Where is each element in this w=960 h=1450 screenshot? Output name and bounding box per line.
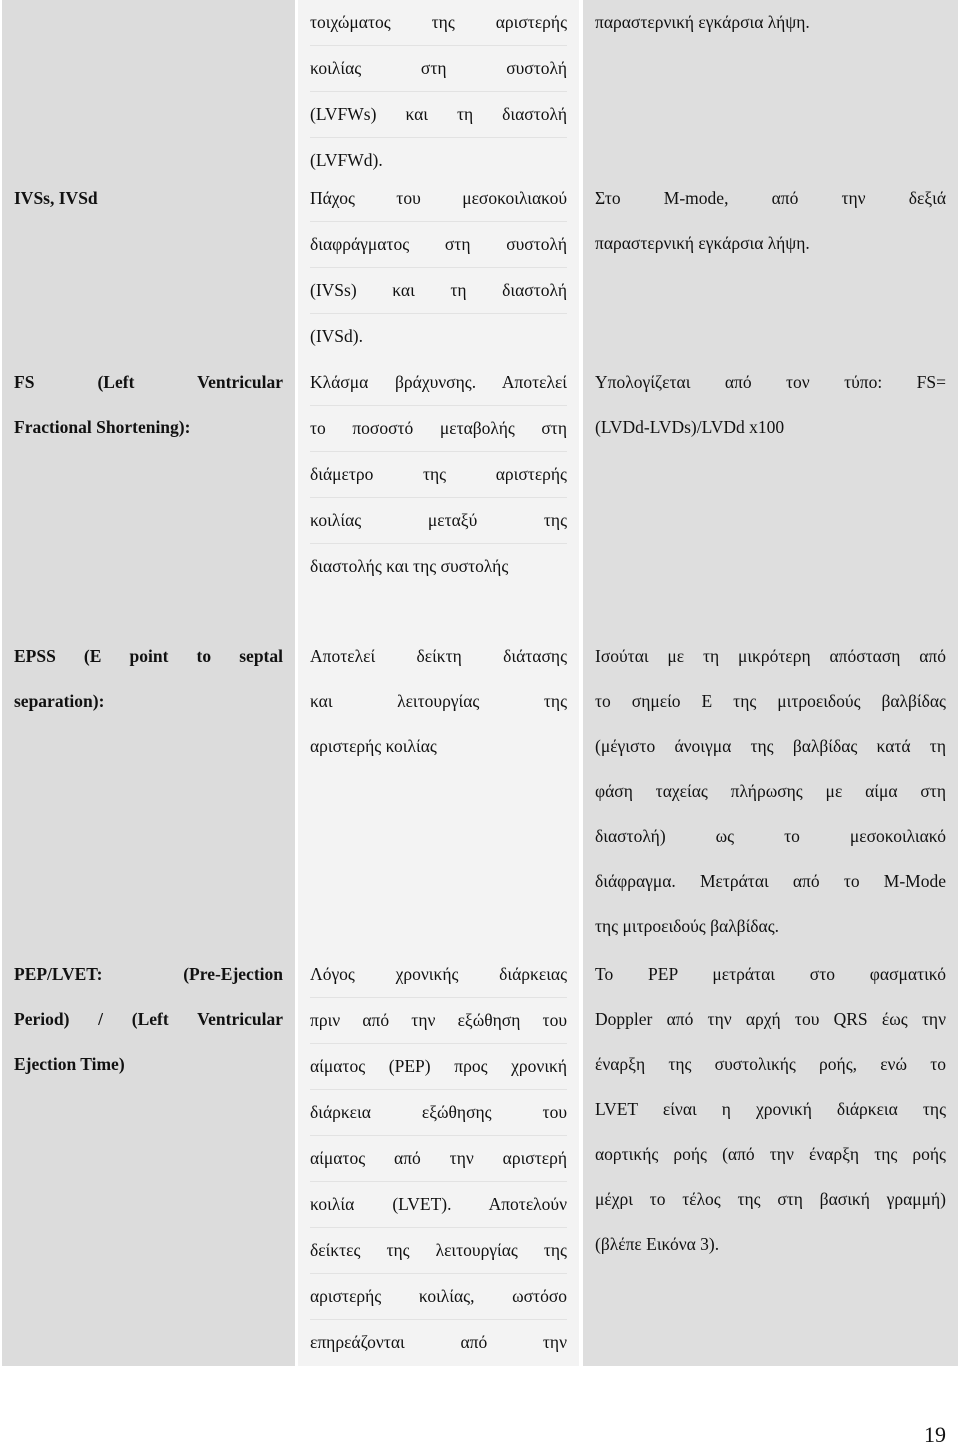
definition-line: αριστερής κοιλίας, ωστόσο [310,1274,567,1320]
definition-cell [298,360,579,636]
definition-line: Κλάσμα βράχυνσης. Αποτελεί [310,360,567,406]
definition-line: κοιλίας στη συστολή [310,46,567,92]
term-line: EPSS (E point to septal [14,646,283,666]
definition-line: διαστολής και της συστολής [310,556,509,576]
definition-line: διαφράγματος στη συστολή [310,222,567,268]
definition-line: το ποσοστό μεταβολής στη [310,406,567,452]
definition-line: διάμετρο της αριστερής [310,452,567,498]
definition-line: αριστερής κοιλίας [310,736,437,756]
definition-line: διάρκεια εξώθησης του [310,1090,567,1136]
method-cell [583,952,958,1366]
method-line: αορτικής ροής (από την έναρξη της ροής [595,1144,946,1164]
term-line: Period) / (Left Ventricular [14,1009,283,1029]
definition-line: (LVFWs) και τη διαστολή [310,92,567,138]
definition-line: αίματος από την αριστερή [310,1136,567,1182]
term-line: IVSs, IVSd [14,188,98,208]
method-line: Στο M-mode, από την δεξιά [595,188,946,208]
page-number: 19 [924,1422,946,1447]
method-line: παραστερνική εγκάρσια λήψη. [595,233,810,253]
method-line: παραστερνική εγκάρσια λήψη. [595,12,810,32]
term-cell [2,952,295,1366]
definition-cell [298,0,579,180]
definition-line: (IVSs) και τη διαστολή [310,268,567,314]
method-line: έναρξη της συστολικής ροής, ενώ το [595,1054,946,1074]
definition-line: τοιχώματος της αριστερής [310,0,567,46]
method-line: Doppler από την αρχή του QRS έως την [595,1009,946,1029]
method-line: (μέγιστο άνοιγμα της βαλβίδας κατά τη [595,736,946,756]
term-line: Ejection Time) [14,1054,125,1074]
definition-line: Λόγος χρονικής διάρκειας [310,952,567,998]
definition-line: κοιλία (LVET). Αποτελούν [310,1182,567,1228]
term-line: PEP/LVET: (Pre-Ejection [14,964,283,984]
method-line: φάση ταχείας πλήρωσης με αίμα στη [595,781,946,801]
definition-cell [298,952,579,1366]
definition-cell [298,176,579,362]
method-line: το σημείο Ε της μιτροειδούς βαλβίδας [595,691,946,711]
definition-line: (LVFWd). [310,150,383,170]
method-line: (LVDd-LVDs)/LVDd x100 [595,417,785,437]
method-line: Το PEP μετράται στο φασματικό [595,964,946,984]
table-row [0,176,960,362]
method-line: διάφραγμα. Μετράται από το M-Mode [595,871,946,891]
definition-line: και λειτουργίας της [310,691,567,711]
definition-line: (IVSd). [310,326,363,346]
definition-line: αίματος (PEP) προς χρονική [310,1044,567,1090]
method-cell [583,360,958,636]
method-line: μέχρι το τέλος της στη βασική γραμμή) [595,1189,946,1209]
table-row [0,0,960,180]
definition-line: Πάχος του μεσοκοιλιακού [310,176,567,222]
term-line: separation): [14,691,105,711]
term-cell [2,0,295,180]
table-row [0,360,960,636]
method-line: (βλέπε Εικόνα 3). [595,1234,720,1254]
method-cell [583,0,958,180]
definition-line: Αποτελεί δείκτη διάτασης [310,646,567,666]
method-line: LVET είναι η χρονική διάρκεια της [595,1099,946,1119]
term-line: Fractional Shortening): [14,417,191,437]
method-line: Υπολογίζεται από τον τύπο: FS= [595,372,946,392]
definition-line: πριν από την εξώθηση του [310,998,567,1044]
table-row [0,634,960,955]
method-cell [583,176,958,362]
method-cell [583,634,958,955]
method-line: διαστολή) ως το μεσοκοιλιακό [595,826,946,846]
term-line: FS (Left Ventricular [14,372,283,392]
method-line: Ισούται με τη μικρότερη απόσταση από [595,646,946,666]
term-cell [2,360,295,636]
definition-cell [298,634,579,955]
method-line: της μιτροειδούς βαλβίδας. [595,916,780,936]
term-cell [2,176,295,362]
term-cell [2,634,295,955]
definition-line: κοιλίας μεταξύ της [310,498,567,544]
table-row [0,952,960,1366]
definition-line: επηρεάζονται από την [310,1332,567,1352]
definition-line: δείκτες της λειτουργίας της [310,1228,567,1274]
